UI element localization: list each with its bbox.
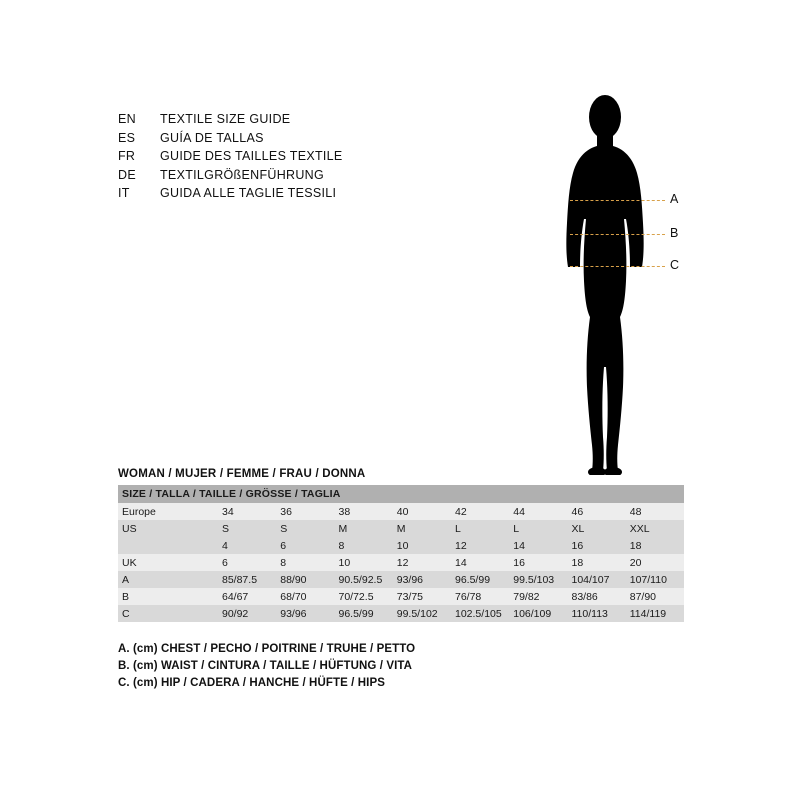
row-value: 20 — [626, 554, 684, 571]
size-table — [118, 485, 684, 622]
table-row — [118, 588, 684, 605]
row-value: 106/109 — [509, 605, 567, 622]
body-measurement-figure — [500, 95, 730, 475]
row-value: 12 — [393, 554, 451, 571]
female-silhouette-icon — [540, 95, 670, 475]
measure-line-chest — [570, 200, 665, 201]
row-value: 40 — [393, 503, 451, 520]
row-value: 114/119 — [626, 605, 684, 622]
row-value: 99.5/103 — [509, 571, 567, 588]
row-value: 4 — [218, 537, 276, 554]
row-value: M — [335, 520, 393, 537]
legend-row-b: B. (cm) WAIST / CINTURA / TAILLE / HÜFTUNG / VITA — [118, 660, 413, 672]
row-value: 87/90 — [626, 588, 684, 605]
row-value: 10 — [335, 554, 393, 571]
row-value: 6 — [218, 554, 276, 571]
row-value: 107/110 — [626, 571, 684, 588]
title-row — [118, 149, 438, 168]
row-value: 104/107 — [568, 571, 626, 588]
title-text: GUIDA ALLE TAGLIE TESSILI — [160, 186, 337, 200]
row-value: 68/70 — [276, 588, 334, 605]
row-value: 12 — [451, 537, 509, 554]
row-label: C — [118, 605, 218, 622]
title-text: GUIDE DES TAILLES TEXTILE — [160, 149, 343, 163]
table-row — [118, 520, 684, 537]
row-value: 38 — [335, 503, 393, 520]
size-table-section — [118, 468, 684, 622]
measure-label-b: B — [670, 226, 679, 240]
table-row — [118, 503, 684, 520]
row-value: 96.5/99 — [335, 605, 393, 622]
title-lang-code: ES — [118, 130, 136, 145]
row-value: L — [509, 520, 567, 537]
row-value: 96.5/99 — [451, 571, 509, 588]
row-value: 36 — [276, 503, 334, 520]
table-caption: WOMAN / MUJER / FEMME / FRAU / DONNA — [118, 468, 366, 480]
legend-row-c: C. (cm) HIP / CADERA / HANCHE / HÜFTE / HIPS — [118, 677, 386, 689]
row-value: 8 — [276, 554, 334, 571]
measure-line-hip — [570, 266, 665, 267]
row-value: 83/86 — [568, 588, 626, 605]
measure-line-waist — [570, 234, 665, 235]
table-row — [118, 571, 684, 588]
title-lang-code: EN — [118, 112, 136, 126]
row-value: 34 — [218, 503, 276, 520]
row-value: 18 — [568, 554, 626, 571]
size-guide-title-block — [118, 112, 438, 205]
row-value: 102.5/105 — [451, 605, 509, 622]
row-value: 14 — [509, 537, 567, 554]
row-value: XL — [568, 520, 626, 537]
table-row — [118, 537, 684, 554]
row-label: Europe — [118, 503, 218, 520]
row-value: 93/96 — [276, 605, 334, 622]
row-label: B — [118, 588, 218, 605]
row-value: 46 — [568, 503, 626, 520]
measure-label-a: A — [670, 192, 679, 206]
row-value: 44 — [509, 503, 567, 520]
row-value: XXL — [626, 520, 684, 537]
title-text: TEXTILE SIZE GUIDE — [160, 112, 291, 126]
row-value: 99.5/102 — [393, 605, 451, 622]
title-text: TEXTILGRÖßENFÜHRUNG — [160, 167, 325, 182]
row-value: 18 — [626, 537, 684, 554]
row-label: US — [118, 520, 218, 537]
row-value: 90.5/92.5 — [335, 571, 393, 588]
row-label — [118, 537, 218, 554]
row-value: 70/72.5 — [335, 588, 393, 605]
table-header-row — [118, 485, 684, 503]
title-row — [118, 131, 438, 150]
row-value: 10 — [393, 537, 451, 554]
row-value: 79/82 — [509, 588, 567, 605]
row-value: M — [393, 520, 451, 537]
row-value: L — [451, 520, 509, 537]
measurement-legend — [118, 641, 638, 692]
table-row — [118, 605, 684, 622]
title-lang-code: FR — [118, 149, 136, 163]
row-value: 73/75 — [393, 588, 451, 605]
title-lang-code: IT — [118, 186, 130, 200]
row-value: 90/92 — [218, 605, 276, 622]
row-value: 110/113 — [568, 605, 626, 622]
row-value: 85/87.5 — [218, 571, 276, 588]
row-value: 6 — [276, 537, 334, 554]
title-row — [118, 112, 438, 131]
row-label: UK — [118, 554, 218, 571]
row-value: 64/67 — [218, 588, 276, 605]
row-value: 88/90 — [276, 571, 334, 588]
row-label: A — [118, 571, 218, 588]
row-value: 76/78 — [451, 588, 509, 605]
row-value: 42 — [451, 503, 509, 520]
title-lang-code: DE — [118, 167, 136, 182]
table-row — [118, 554, 684, 571]
row-value: 8 — [335, 537, 393, 554]
legend-row-a: A. (cm) CHEST / PECHO / POITRINE / TRUHE / PETTO — [118, 643, 416, 655]
row-value: 16 — [509, 554, 567, 571]
title-row — [118, 186, 438, 205]
row-value: 14 — [451, 554, 509, 571]
row-value: 16 — [568, 537, 626, 554]
row-value: S — [276, 520, 334, 537]
row-value: 93/96 — [393, 571, 451, 588]
table-header-label: SIZE / TALLA / TAILLE / GRÖSSE / TAGLIA — [118, 485, 684, 503]
measure-label-c: C — [670, 258, 680, 272]
title-row — [118, 168, 438, 187]
row-value: 48 — [626, 503, 684, 520]
row-value: S — [218, 520, 276, 537]
title-text: GUÍA DE TALLAS — [160, 130, 264, 145]
